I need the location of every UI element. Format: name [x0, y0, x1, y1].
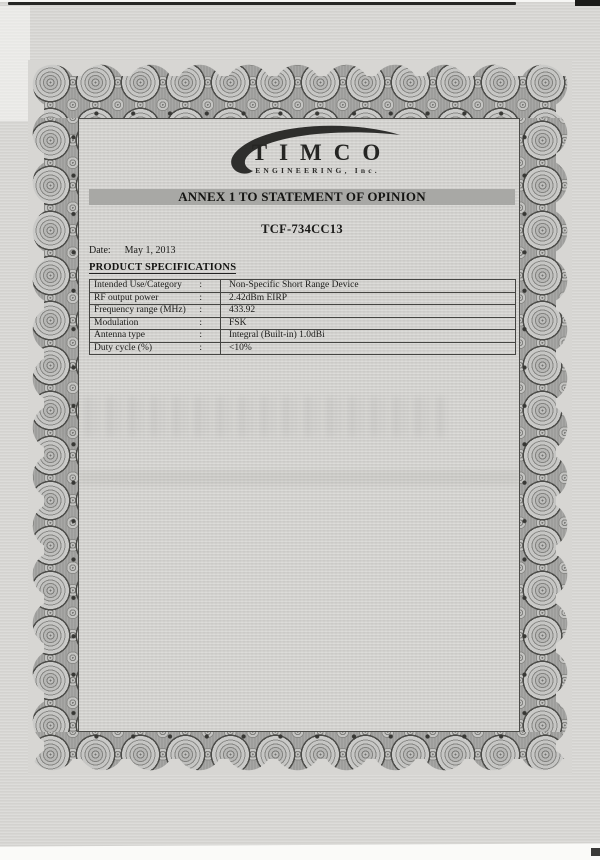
brand-subtitle: ENGINEERING, Inc. [255, 166, 380, 175]
annex-title-bar: ANNEX 1 TO STATEMENT OF OPINION [89, 189, 515, 205]
date-label: Date: [89, 245, 111, 256]
spec-label-cell [90, 305, 221, 317]
spec-colon: : [199, 280, 202, 290]
scan-mark-bottom-right [591, 848, 600, 856]
border-scallop-edge-left [28, 60, 44, 775]
table-row [90, 330, 515, 343]
document-number: TCF-734CC13 [261, 222, 343, 236]
border-diamond-dots-bottom [78, 733, 520, 740]
spec-value: 433.92 [229, 305, 256, 315]
spec-label-cell [90, 280, 221, 292]
scan-bottom-margin [0, 843, 600, 860]
spec-colon: : [199, 317, 202, 328]
border-diamond-dots-right [521, 118, 528, 732]
table-row [90, 318, 515, 331]
spec-label: Intended Use/Category [94, 280, 182, 290]
table-row [90, 305, 515, 318]
spec-label: RF output power [94, 292, 159, 303]
border-scallop-edge-top [28, 60, 572, 76]
watermark-artifact [64, 397, 449, 437]
certificate-inner-field [78, 118, 520, 732]
spec-label: Modulation [94, 317, 139, 328]
border-scallop-edge-bottom [28, 759, 572, 775]
scan-line-artifact [8, 2, 516, 5]
spec-label: Antenna type [94, 330, 145, 340]
spec-value: Non-Specific Short Range Device [229, 280, 359, 290]
date-line [89, 245, 176, 256]
table-row [90, 280, 515, 293]
border-scallop-edge-right [556, 60, 572, 775]
spec-colon: : [199, 305, 202, 315]
spec-value: FSK [229, 317, 247, 328]
spec-colon: : [199, 330, 202, 340]
spec-label-cell [90, 343, 221, 355]
spec-table [89, 279, 516, 355]
spec-label-cell [90, 293, 221, 305]
spec-value: Integral (Built-in) 1.0dBi [229, 330, 325, 340]
spec-value: 2.42dBm EIRP [229, 292, 288, 303]
spec-colon: : [199, 342, 202, 353]
scan-shade-band [79, 471, 519, 485]
spec-label-cell [90, 318, 221, 330]
scan-light-edge [0, 6, 30, 121]
certificate-border [28, 60, 572, 775]
border-diamond-dots-top [78, 110, 520, 117]
scan-corner-artifact [575, 0, 600, 6]
date-value: May 1, 2013 [124, 245, 176, 256]
table-row [90, 343, 515, 355]
spec-label: Duty cycle (%) [94, 342, 153, 353]
product-specifications-heading: PRODUCT SPECIFICATIONS [89, 262, 237, 273]
table-row [90, 293, 515, 306]
spec-value: <10% [229, 342, 252, 353]
spec-colon: : [199, 292, 202, 303]
timco-logo [216, 122, 416, 184]
brand-name: TIMCO [251, 140, 393, 165]
spec-label: Frequency range (MHz) [94, 305, 186, 315]
spec-label-cell [90, 330, 221, 342]
